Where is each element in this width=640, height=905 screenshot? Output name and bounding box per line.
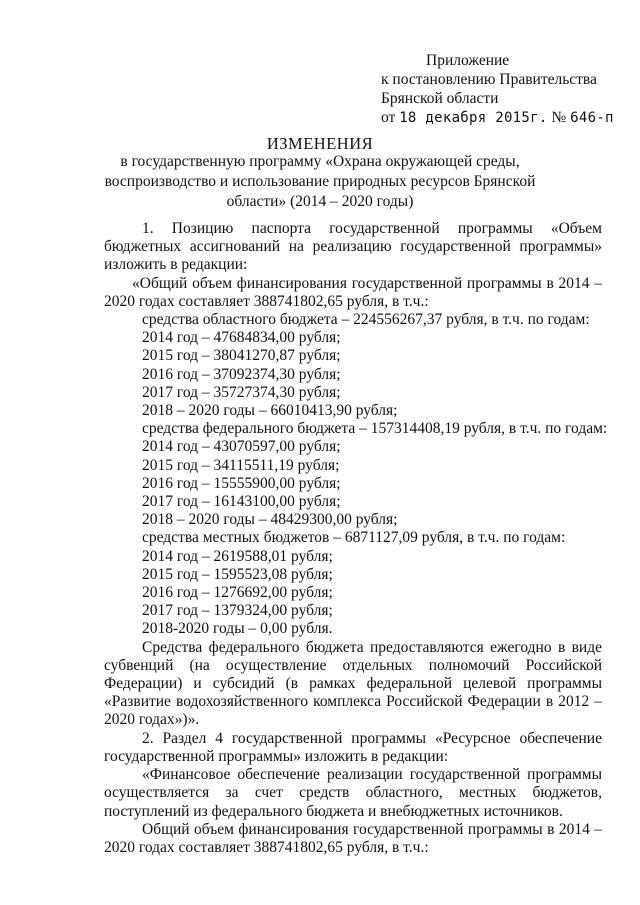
local-budget-heading: средства местных бюджетов – 6871127,09 рубля, в т.ч. по годам: <box>142 529 566 547</box>
local-year-line: 2017 год – 1379324,00 рубля; <box>142 602 333 620</box>
federal-year-line: 2015 год – 34115511,19 рубля; <box>142 456 340 474</box>
section2-text: «Финансовое обеспечение реализации государственной программы осуществляется за счет средств областного, местных бюджетов, поступлений из федерального бюджета и внебюджетных источников. <box>104 766 602 820</box>
local-year-line: 2015 год – 1595523,08 рубля; <box>142 565 333 583</box>
local-year-line: 2014 год – 2619588,01 рубля; <box>142 547 333 565</box>
local-year-line: 2016 год – 1276692,00 рубля; <box>142 584 333 602</box>
regional-year-line: 2018 – 2020 годы – 66010413,90 рубля; <box>142 402 398 420</box>
regional-year-line: 2017 год – 35727374,30 рубля; <box>142 383 341 401</box>
date-prefix: от <box>381 109 396 126</box>
federal-year-line: 2017 год – 16143100,00 рубля; <box>142 493 341 511</box>
document-subtitle: в государственную программу «Охрана окружающей среды, воспроизводство и использование природных ресурсов Брянской области» (2014 – 2020 годы) <box>104 153 536 210</box>
section2-total: Общий объем финансирования государственной программы в 2014 – 2020 годах составляет 388741802,65 рубля, в т.ч.: <box>104 820 602 856</box>
section1-total: «Общий объем финансирования государственной программы в 2014 – 2020 годах составляет 388741802,65 рубля, в т.ч.: <box>104 274 602 310</box>
regional-year-line: 2016 год – 37092374,30 рубля; <box>142 365 341 383</box>
date-value: 18 декабря 2015г. <box>399 110 548 126</box>
section1-intro: 1. Позицию паспорта государственной программы «Объем бюджетных ассигнований на реализацию государственной программы» изложить в редакции: <box>104 220 602 274</box>
appendix-region: Брянской области <box>381 90 499 107</box>
number-label: № <box>551 109 567 126</box>
regional-budget-heading: средства областного бюджета – 224556267,37 рубля, в т.ч. по годам: <box>142 311 590 329</box>
appendix-ref: к постановлению Правительства <box>381 71 597 88</box>
document-body <box>104 220 608 857</box>
appendix-block <box>381 51 614 128</box>
appendix-date-line <box>381 108 614 128</box>
document-title: ИЗМЕНЕНИЯ <box>266 134 374 153</box>
regional-year-line: 2014 год – 47684834,00 рубля; <box>142 329 341 347</box>
local-year-line: 2018-2020 годы – 0,00 рубля. <box>142 620 333 638</box>
appendix-title: Приложение <box>426 52 510 69</box>
federal-funds-note: Средства федерального бюджета предоставляются ежегодно в виде субвенций (на осуществление отдельных полномочий Российской Федерации) и субсидий (в рамках федеральной целевой программы «Развитие водохозяйственного комплекса Российской Федерации в 2012 – 2020 годах»)». <box>104 638 602 729</box>
regional-year-line: 2015 год – 38041270,87 рубля; <box>142 347 341 365</box>
federal-year-line: 2014 год – 43070597,00 рубля; <box>142 438 341 456</box>
federal-budget-heading: средства федерального бюджета – 157314408,19 рубля, в т.ч. по годам: <box>142 420 608 438</box>
federal-year-line: 2016 год – 15555900,00 рубля; <box>142 474 341 492</box>
federal-year-line: 2018 – 2020 годы – 48429300,00 рубля; <box>142 511 398 529</box>
number-value: 646-п <box>570 110 614 126</box>
section2-intro: 2. Раздел 4 государственной программы «Ресурсное обеспечение государственной программы» изложить в редакции: <box>104 729 602 765</box>
